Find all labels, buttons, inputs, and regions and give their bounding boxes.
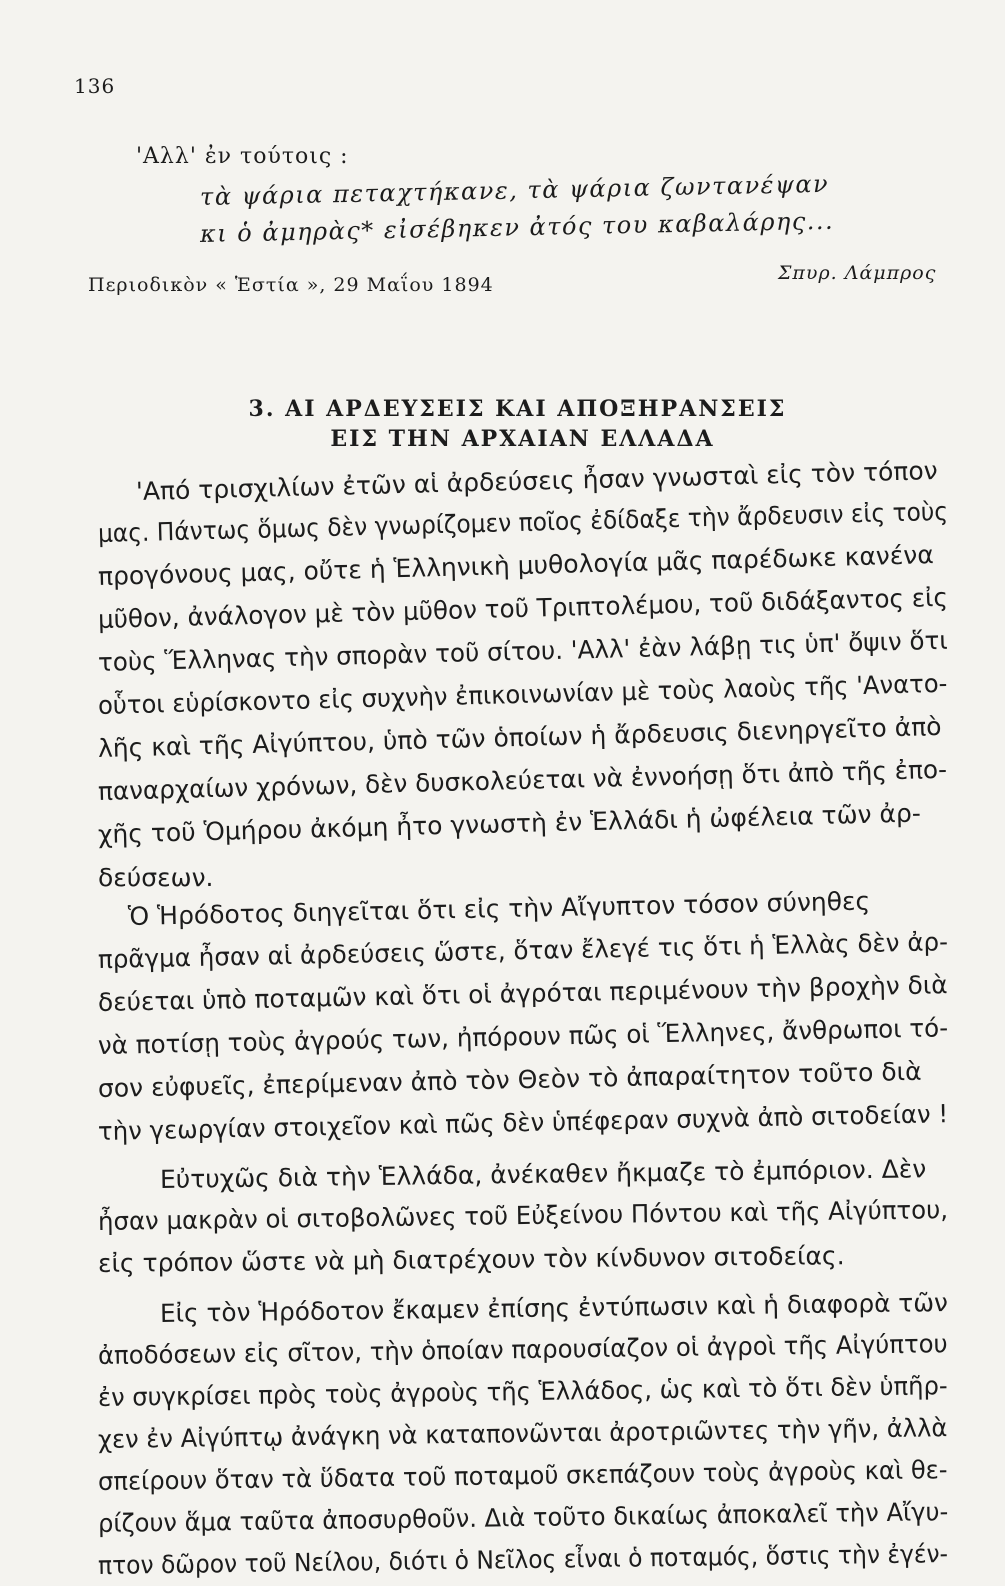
text-line: ἐν συγκρίσει πρὸς τοὺς ἀγροὺς τῆς Ἑλλάδος, ὡς καὶ τὸ ὅτι δὲν ὑπῆρ- xyxy=(97,1371,948,1412)
text-line: Ὁ Ἡρόδοτος διηγεῖται ὅτι εἰς τὴν Αἴγυπτον τόσον σύνηθες xyxy=(127,886,871,931)
text-line: παναρχαίων χρόνων, δὲν δυσκολεύεται νὰ ἐννοήσῃ ὅτι ἀπὸ τῆς ἐπο- xyxy=(97,754,948,806)
text-line: λῆς καὶ τῆς Αἰγύπτου, ὑπὸ τῶν ὁποίων ἡ ἄρδευσις διενηργεῖτο ἀπὸ xyxy=(97,711,942,763)
author-signature: Σπυρ. Λάμπρος xyxy=(778,262,937,284)
text-line: προγόνους μας, οὔτε ἡ Ἑλληνικὴ μυθολογία μᾶς παρέδωκε κανένα xyxy=(97,540,935,591)
text-line: πτον δῶρον τοῦ Νείλου, διότι ὁ Νεῖλος εἶναι ὁ ποταμός, ὅστις τὴν ἐγέν- xyxy=(97,1539,949,1580)
text-line: πρᾶγμα ἦσαν αἱ ἀρδεύσεις ὥστε, ὅταν ἔλεγέ τις ὅτι ἡ Ἑλλὰς δὲν ἀρ- xyxy=(97,927,949,974)
text-line: μας. Πάντως ὅμως δὲν γνωρίζομεν ποῖος ἐδίδαξε τὴν ἄρδευσιν εἰς τοὺς xyxy=(97,496,949,548)
verse-line: τὰ ψάρια πεταχτήκανε, τὰ ψάρια ζωντανέψαν xyxy=(199,169,830,211)
section-heading: 3. ΑΙ ΑΡΔΕΥΣΕΙΣ ΚΑΙ ΑΠΟΞΗΡΑΝΣΕΙΣ xyxy=(248,396,787,422)
text-line: ρίζουν ἅμα ταῦτα ἀποσυρθοῦν. Διὰ τοῦτο δικαίως ἀποκαλεῖ τὴν Αἴγυ- xyxy=(97,1497,949,1538)
text-line: Εὐτυχῶς διὰ τὴν Ἑλλάδα, ἀνέκαθεν ἤκμαζε τὸ ἐμπόριον. Δὲν xyxy=(159,1154,927,1194)
text-line: δεύσεων. xyxy=(98,863,214,892)
text-line: χῆς τοῦ Ὁμήρου ἀκόμη ἦτο γνωστὴ ἐν Ἑλλάδι ἡ ὠφέλεια τῶν ἀρ- xyxy=(97,798,922,849)
page-number: 136 xyxy=(74,74,116,98)
text-line: δεύεται ὑπὸ ποταμῶν καὶ ὅτι οἱ ἀγρόται περιμένουν τὴν βροχὴν διὰ xyxy=(97,970,948,1017)
intro-line: 'Αλλ' ἐν τούτοις : xyxy=(136,144,349,169)
text-line: νὰ ποτίσῃ τοὺς ἀγρούς των, ἠπόρουν πῶς οἱ Ἕλληνες, ἄνθρωποι τό- xyxy=(97,1013,949,1060)
text-line: χεν ἐν Αἰγύπτῳ ἀνάγκη νὰ καταπονῶνται ἀροτριῶντες τὴν γῆν, ἀλλὰ xyxy=(97,1413,948,1454)
text-line: μῦθον, ἀνάλογον μὲ τὸν μῦθον τοῦ Τριπτολέμου, τοῦ διδάξαντος εἰς xyxy=(97,582,949,634)
section-subheading: ΕΙΣ ΤΗΝ ΑΡΧΑΙΑΝ ΕΛΛΑΔΑ xyxy=(330,426,715,452)
source-citation: Περιοδικὸν « Ἑστία », 29 Μαΐου 1894 xyxy=(88,274,494,296)
text-line: ἦσαν μακρὰν οἱ σιτοβολῶνες τοῦ Εὐξείνου Πόντου καὶ τῆς Αἰγύπτου, xyxy=(97,1195,949,1236)
text-line: τὴν γεωργίαν στοιχεῖον καὶ πῶς δὲν ὑπέφεραν συχνὰ ἀπὸ σιτοδείαν ! xyxy=(97,1099,949,1146)
text-line: σπείρουν ὅταν τὰ ὕδατα τοῦ ποταμοῦ σκεπάζουν τοὺς ἀγροὺς καὶ θε- xyxy=(97,1455,948,1496)
text-line: Εἰς τὸν Ἡρόδοτον ἔκαμεν ἐπίσης ἐντύπωσιν καὶ ἡ διαφορὰ τῶν xyxy=(159,1287,949,1328)
text-line: τοὺς Ἕλληνας τὴν σπορὰν τοῦ σίτου. 'Αλλ' ἐὰν λάβῃ τις ὑπ' ὄψιν ὅτι xyxy=(97,625,949,677)
text-line: οὗτοι εὑρίσκοντο εἰς συχνὴν ἐπικοινωνίαν μὲ τοὺς λαοὺς τῆς 'Ανατο- xyxy=(97,668,948,720)
text-line: εἰς τρόπον ὥστε νὰ μὴ διατρέχουν τὸν κίνδυνον σιτοδείας. xyxy=(97,1241,845,1278)
text-line: ἀποδόσεων εἰς σῖτον, τὴν ὁποίαν παρουσίαζον οἱ ἀγροὶ τῆς Αἰγύπτου xyxy=(97,1329,948,1370)
text-line: 'Από τρισχιλίων ἐτῶν αἱ ἀρδεύσεις ἦσαν γνωσταὶ εἰς τὸν τόπον xyxy=(135,456,939,506)
text-line: σον εὐφυεῖς, ἐπερίμεναν ἀπὸ τὸν Θεὸν τὸ ἀπαραίτητον τοῦτο διὰ xyxy=(97,1056,922,1103)
verse-line: κι ὁ ἀμηρὰς* εἰσέβηκεν ἀτός του καβαλάρης... xyxy=(199,206,835,248)
